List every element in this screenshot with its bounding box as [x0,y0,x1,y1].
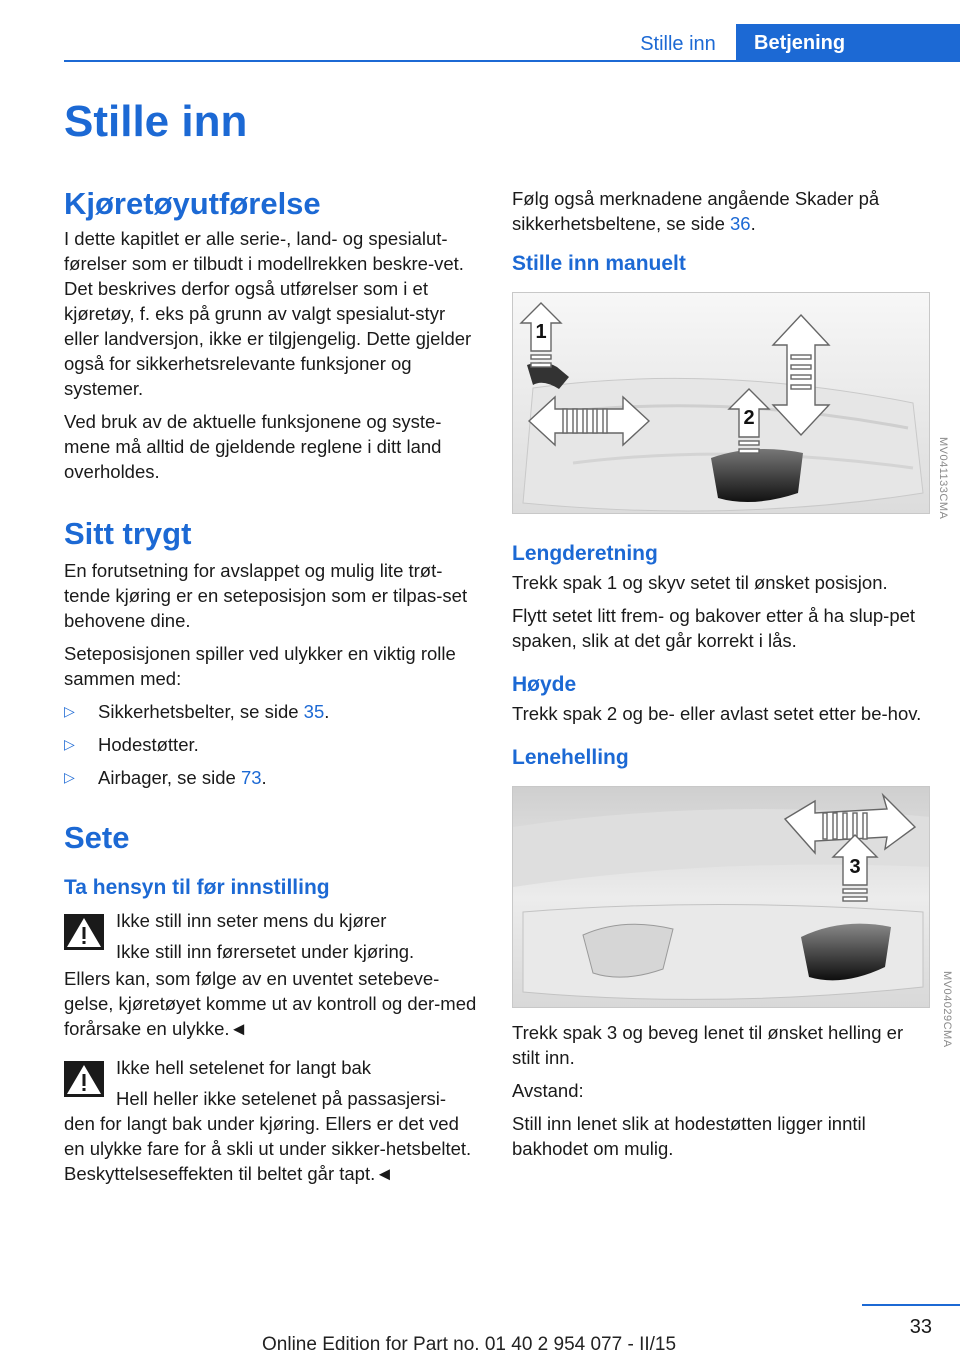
right-column [512,186,932,1161]
lever-label-1: 1 [535,321,547,343]
page-link-36[interactable]: 36 [730,213,751,234]
page-link-35[interactable]: 35 [303,701,325,722]
figure-2-code: MV04029CMA [941,971,953,1048]
paragraph-backrest-3: Still inn lenet slik at hodestøtten ligger inntil bakhodet om mulig. [512,1113,866,1159]
lever-label-3: 3 [849,856,861,878]
page-link-73[interactable]: 73 [240,767,262,788]
heading-length: Lengderetning [512,542,658,565]
heading-before-adjusting: Ta hensyn til før innstilling [64,876,330,899]
paragraph-vehicle-2: Ved bruk av de aktuelle funksjonene og syste-mene må alltid de gjeldende reglene i ditt land overholdes. [64,411,442,482]
safety-list [64,699,478,790]
header-section-title: Stille inn [640,33,716,55]
paragraph-belt-damage: Følg også merknadene angående Skader på sikkerhetsbeltene, se side 36. [512,188,880,234]
header-rule [64,60,960,62]
warning-1-line: Ikke still inn førersetet under kjøring. [116,941,415,962]
heading-seat: Sete [64,820,130,855]
paragraph-safe-1: En forutsetning for avslappet og mulig lite trøt-tende kjøring er en seteposisjon som er tilpas-set behovene dine. [64,560,468,631]
header-chapter-tab[interactable]: Betjening [736,24,960,62]
warning-block-1 [64,908,478,964]
warning-block-2 [64,1055,478,1111]
triangle-bullet-icon: ▷ [64,736,75,752]
warning-1-body: Ellers kan, som følge av en uventet setebeve-gelse, kjøretøyet komme ut av kontroll og der-med forårsake en ulykke.◄ [64,968,477,1039]
heading-vehicle-version: Kjøretøyutførelse [64,186,321,221]
list-item: ▷ Sikkerhetsbelter, se side 35. [64,701,330,722]
warning-triangle-icon [64,914,104,950]
page-title: Stille inn [64,97,248,146]
seat-figure-2 [512,786,930,1008]
lever-label-2: 2 [743,407,755,429]
footer-rule [862,1304,960,1306]
heading-height: Høyde [512,673,577,696]
heading-backrest: Lenehelling [512,746,629,769]
paragraph-length-2: Flytt setet litt frem- og bakover etter å ha slup-pet spaken, slik at det går korrekt i lås. [512,605,916,651]
paragraph-length-1: Trekk spak 1 og skyv setet til ønsket posisjon. [512,572,888,593]
page-number: 33 [909,1316,932,1338]
footer-edition: Online Edition for Part no. 01 40 2 954 077 - II/15 [262,1334,677,1355]
seat-adjust-diagram-2 [513,787,930,1008]
warning-triangle-icon [64,1061,104,1097]
left-column [64,186,478,1186]
triangle-bullet-icon: ▷ [64,703,75,719]
list-item: ▷ Hodestøtter. [64,734,199,755]
seat-adjust-diagram-1 [513,293,930,514]
heading-sit-safe: Sitt trygt [64,516,192,551]
paragraph-vehicle-1: I dette kapitlet er alle serie-, land- og spesialut-førelser som er tilbudt i modellrekken beskre-vet. Det beskrives derfor også utførelser som i et kjøretøy, f. eks på grunn av valgt spesialut-styr eller landversjon, ikke er tilgjengelig. Dette gjelder også for sikkerhetsrelevante funksjoner og systemer. [64,228,472,399]
triangle-bullet-icon: ▷ [64,769,75,785]
warning-2-body: den for langt bak under kjøring. Ellers er det ved en ulykke fare for å skli ut under sikker-hetsbeltet. Beskyttelseseffekten til beltet går tapt.◄ [64,1113,472,1184]
heading-manual-adjust: Stille inn manuelt [512,252,686,275]
warning-2-line: Hell heller ikke setelenet på passasjersi- [116,1088,447,1109]
list-item: ▷ Airbager, se side 73. [64,767,267,788]
warning-2-title: Ikke hell setelenet for langt bak [116,1057,372,1078]
paragraph-backrest-2: Avstand: [512,1080,584,1101]
warning-1-title: Ikke still inn seter mens du kjører [116,910,387,931]
paragraph-safe-2: Seteposisjonen spiller ved ulykker en viktig rolle sammen med: [64,643,456,689]
seat-figure-1 [512,292,930,514]
figure-1-code: MV041133CMA [937,437,949,520]
paragraph-backrest-1: Trekk spak 3 og beveg lenet til ønsket helling er stilt inn. [512,1022,904,1068]
paragraph-height: Trekk spak 2 og be- eller avlast setet etter be-hov. [512,703,922,724]
